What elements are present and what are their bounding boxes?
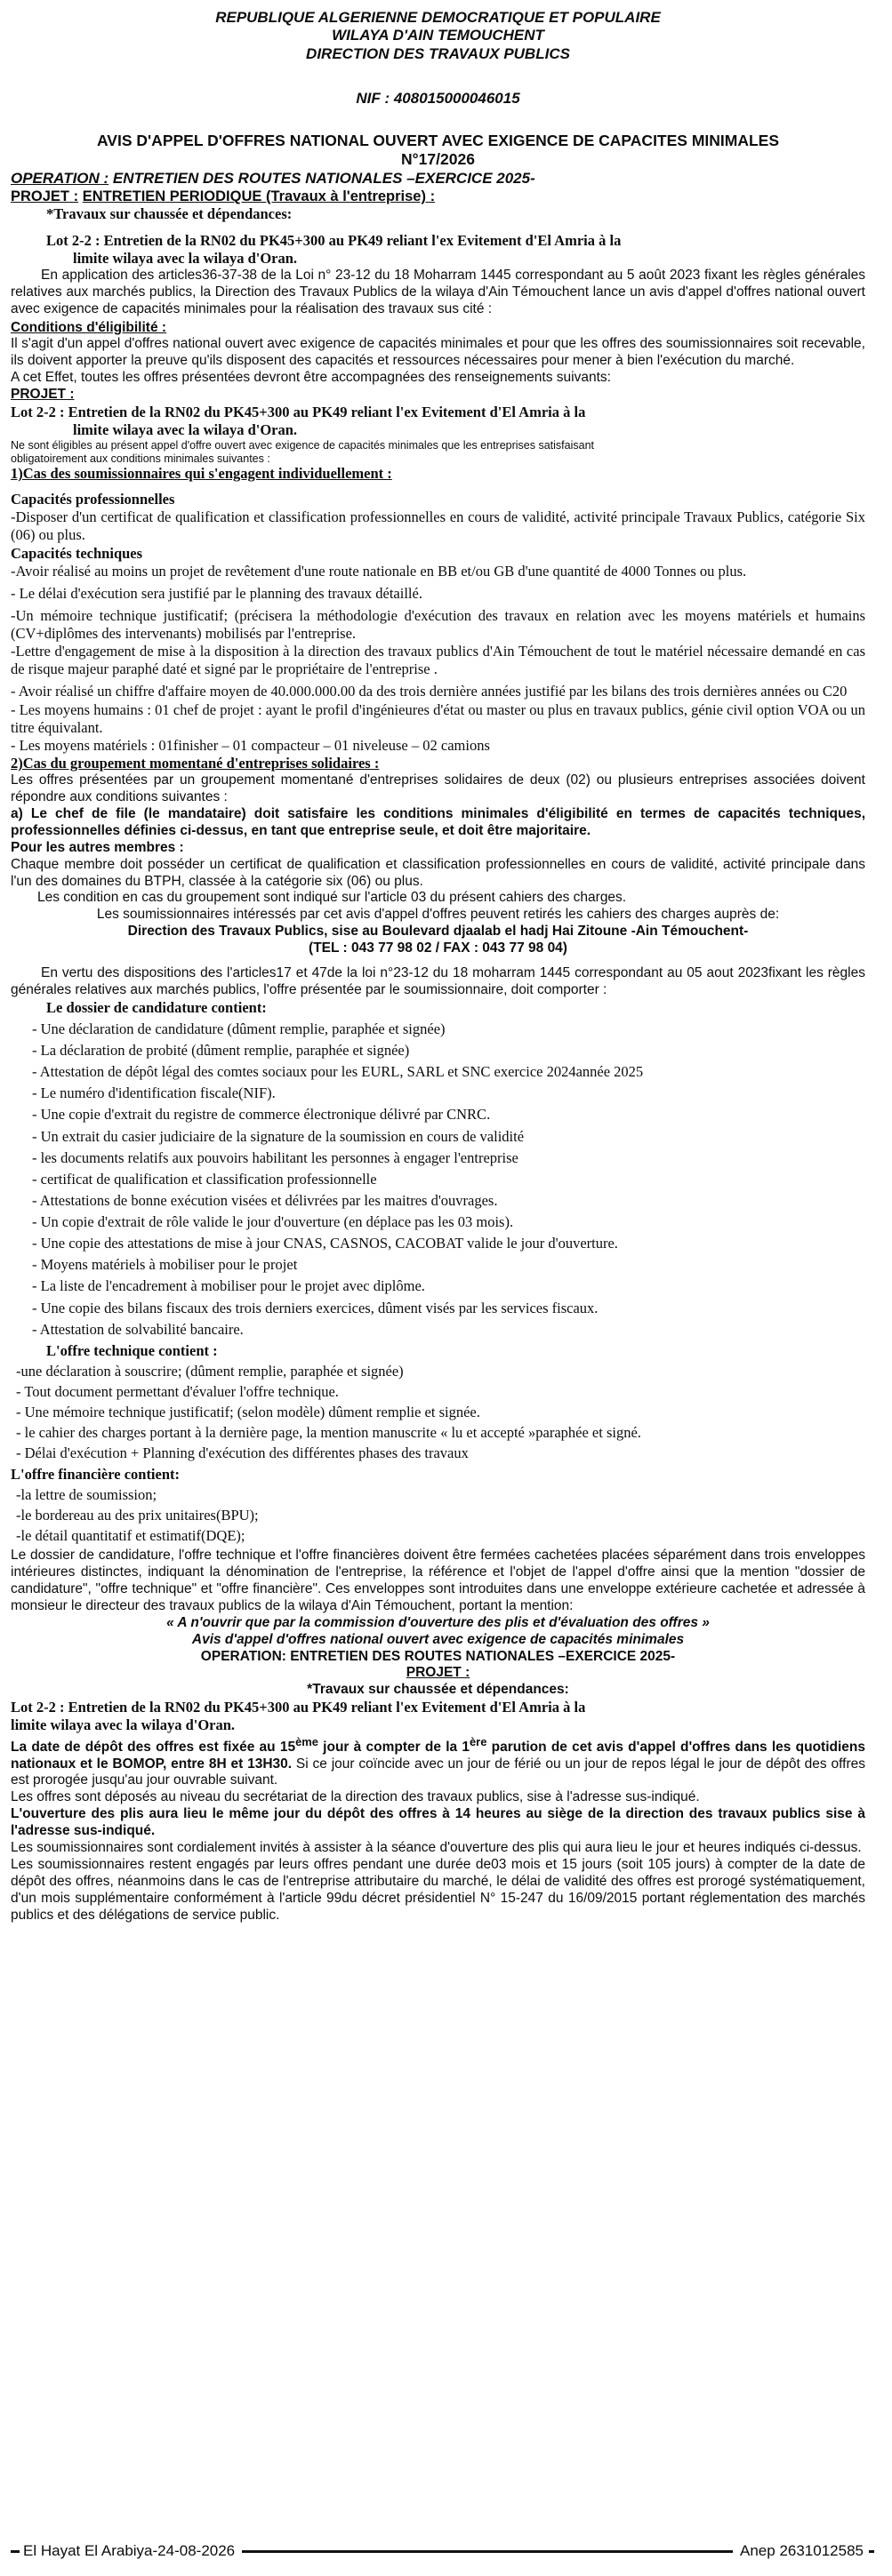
tech-item-5: - Avoir réalisé un chiffre d'affaire moyen de 40.000.000.00 da des trois dernière années justifié par les bilans des trois dernières années ou C20 (11, 683, 848, 700)
dossier-item: - La liste de l'encadrement à mobiliser pour le projet avec diplôme. (32, 1277, 425, 1295)
cap-tech-heading: Capacités techniques (11, 544, 143, 562)
footer-rule (242, 2550, 733, 2553)
lot-label: Lot 2-2 : (11, 1699, 65, 1716)
eligibility-projet-label: PROJET : (11, 387, 75, 403)
tech-offer-item: - Délai d'exécution + Planning d'exécution des différentes phases des travaux (16, 1444, 469, 1462)
group-heading: 2)Cas du groupement momentané d'entreprises solidaires : (11, 754, 380, 772)
lot-label: Lot 2-2 : (11, 404, 65, 421)
envelope-line-5: *Travaux sur chaussée et dépendances: (307, 1682, 569, 1698)
validity-paragraph: Les soumissionnaires restent engagés par leurs offres pendant une durée de03 mois et 15 jours (soit 105 jours) à compter de la date de dépôt des offres, néanmoins dans le cas de l'entreprise attributaire du marché, le délai de validité des offres est prorogé systématiquement, d'un mois supplémentaire conformément à l'article 99du décret présidentiel N° 15-247 du 16/09/2015 portant réglementation des marchés publics et des délégations de service public. (11, 1857, 865, 1923)
notice-number: N°17/2026 (401, 150, 475, 169)
deposit-sup-2: ère (470, 1734, 487, 1748)
composition-closing: Le dossier de candidature, l'offre technique et l'offre financières doivent être fermées cachetées placées séparément dans trois enveloppes intérieures distinctes, indiquant la dénomination de l'entreprise, la référence et l'objet de l'appel d'offre ainsi que la mention "dossier de candidature", "offre technique" et "offre financière". Ces enveloppes sont introduites dans une enveloppe extérieure cachetée et adressée à monsieur le directeur des travaux publics de la wilaya d'Ain Témouchent, portant la mention: (11, 1548, 865, 1613)
tech-offer-heading: L'offre technique contient : (46, 1341, 218, 1359)
operation-value: ENTRETIEN DES ROUTES NATIONALES –EXERCICE 2025- (112, 169, 535, 187)
tech-offer-item: - Tout document permettant d'évaluer l'offre technique. (16, 1383, 339, 1401)
dossier-item: - Le numéro d'identification fiscale(NIF). (32, 1084, 276, 1102)
envelope-mention (11, 1615, 865, 1700)
lot-label: Lot 2-2 : (46, 231, 100, 249)
lot-text: Entretien de la RN02 du PK45+300 au PK49 reliant l'ex Evitement d'El Amria à la (103, 231, 622, 249)
tech-offer-item: -une déclaration à souscrire; (dûment remplie, paraphée et signée) (16, 1362, 404, 1380)
dossier-item: - La déclaration de probité (dûment remplie, paraphée et signée) (32, 1042, 410, 1060)
tech-item-6: - Les moyens humains : 01 chef de projet : ayant le profil d'ingénieures d'état ou master ou plus en travaux publics, génie civil option VOA ou un titre équivalant. (11, 700, 865, 736)
address-line: Direction des Travaux Publics, sise au Boulevard djaalab el hadj Hai Zitoune -Ain Témouchent- (127, 924, 749, 940)
individual-section (11, 465, 865, 755)
fin-offer-item: -le détail quantitatif et estimatif(DQE); (16, 1526, 245, 1544)
group-text-5: Les soumissionnaires intéressés par cet avis d'appel d'offres peuvent retirés les cahiers des charges auprès de: (96, 907, 780, 923)
footer-publication: El Hayat El Arabiya-24-08-2026 (23, 2541, 236, 2559)
dossier-item: - Une copie des bilans fiscaux des trois derniers exercices, dûment visés par les services fiscaux. (32, 1299, 599, 1316)
tel-fax-line: (TEL : 043 77 98 02 / FAX : 043 77 98 04) (309, 940, 567, 956)
dossier-item: - Attestation de dépôt légal des comtes sociaux pour les EURL, SARL et SNC exercice 2024année 2025 (32, 1063, 644, 1081)
projet-label: PROJET : (11, 188, 79, 205)
deposit-location: Les offres sont déposés au niveau du secrétariat de la direction des travaux publics, sise à l'adresse sus-indiqué. (11, 1789, 700, 1805)
republic-line: REPUBLIQUE ALGERIENNE DEMOCRATIQUE ET POPULAIRE (215, 9, 661, 26)
direction-line: DIRECTION DES TRAVAUX PUBLICS (306, 44, 570, 62)
eligibility-small-1: Ne sont éligibles au présent appel d'offre ouvert avec exigence de capacités minimales que les entreprises satisfaisant (11, 439, 594, 452)
fin-offer-list (11, 1486, 865, 1545)
document-header (11, 9, 865, 108)
operation-line (11, 170, 865, 188)
eligibility-heading: Conditions d'éligibilité : (11, 319, 167, 335)
dossier-list (11, 1020, 865, 1339)
eligibility-text-2: A cet Effet, toutes les offres présentées devront être accompagnées des renseignements suivants: (11, 370, 611, 386)
tech-item-3: -Un mémoire technique justificatif; (précisera la méthodologie d'exécution des travaux en relation avec les moyens matériels et humains (CV+diplômes des intervenants) mobilisés par l'entreprise. (11, 606, 865, 643)
lot-block-3 (11, 1699, 865, 1734)
cap-pro-heading: Capacités professionnelles (11, 491, 175, 508)
cap-pro-text: -Disposer d'un certificat de qualification et classification professionnelles en cours de validité, activité principale Travaux Publics, catégorie Six (06) ou plus. (11, 508, 865, 544)
lot-text: Entretien de la RN02 du PK45+300 au PK49 reliant l'ex Evitement d'El Amria à la (68, 1699, 586, 1716)
dossier-item: - Une copie d'extrait du registre de commerce électronique délivré par CNRC. (32, 1106, 491, 1124)
works-line: *Travaux sur chaussée et dépendances: (46, 205, 293, 223)
deposit-d: Si ce jour coïncide avec un jour de férié ou un jour de repos légal le jour de dépôt des offres est prorogée jusqu'au jour ouvrable suivant. (11, 1756, 865, 1788)
lot-text: Entretien de la RN02 du PK45+300 au PK49 reliant l'ex Evitement d'El Amria à la (68, 404, 586, 421)
fin-offer-item: -le bordereau au des prix unitaires(BPU); (16, 1506, 259, 1524)
wilaya-line: WILAYA D'AIN TEMOUCHENT (332, 27, 544, 44)
dossier-item: - Attestations de bonne exécution visées et délivrées par les maitres d'ouvrages. (32, 1191, 498, 1209)
deposit-c: parution de cet avis d'appel d'offres dans les quotidiens nationaux et le BOMOP, entre 8H et 13H30. (11, 1739, 866, 1772)
lot-block-1 (11, 232, 865, 268)
eligibility-small-2: obligatoirement aux conditions minimales suivantes : (11, 452, 270, 465)
footer-rule-left (11, 2550, 20, 2553)
group-text-2: a) Le chef de file (le mandataire) doit satisfaire les conditions minimales d'éligibilité en termes de capacités techniques, professionnelles définies ci-dessus, en tant que entreprise seule, et doit être majoritaire. (11, 805, 865, 838)
group-text-4: Les condition en cas du groupement sont indiqué sur l'article 03 du présent cahiers des charges. (37, 890, 627, 906)
lot-text-2: limite wilaya avec la wilaya d'Oran. (11, 1716, 236, 1734)
nif-line: NIF : 408015000046015 (356, 90, 520, 108)
envelope-line-1: « A n'ouvrir que par la commission d'ouverture des plis et d'évaluation des offres » (166, 1614, 710, 1630)
dossier-item: - Moyens matériels à mobiliser pour le projet (32, 1256, 298, 1274)
group-others-heading: Pour les autres membres : (11, 839, 184, 855)
eligibility-text-1: Il s'agit d'un appel d'offres national ouvert avec exigence de capacités minimales et pour que les offres des soumissionnaires soit recevable, ils doivent apporter la preuve qu'ils disposent des capacités et ressources nécessaires pour mener à bien l'exécution du marché. (11, 336, 865, 369)
tech-item-7: - Les moyens matériels : 01finisher – 01 compacteur – 01 niveleuse – 02 camions (11, 736, 490, 754)
invite-paragraph: Les soumissionnaires sont cordialement invités à assister à la séance d'ouverture des plis qui aura lieu le jour et heures indiqués ci-dessus. (11, 1840, 862, 1856)
group-text-1: Les offres présentées par un groupement momentané d'entreprises solidaires de deux (02) ou plusieurs entreprises associées doivent répondre aux conditions suivantes : (11, 772, 865, 804)
footer-reference: Anep 2631012585 (740, 2541, 864, 2559)
dossier-item: - Une copie des attestations de mise à jour CNAS, CASNOS, CACOBAT valide le jour d'ouverture. (32, 1235, 618, 1252)
group-section (11, 755, 865, 957)
operation-label: OPERATION : (11, 169, 109, 187)
opening-paragraph: L'ouverture des plis aura lieu le même jour du dépôt des offres à 14 heures au siège de la direction des travaux publics sise à l'adresse sus-indiqué. (11, 1806, 865, 1839)
composition-intro: En vertu des dispositions des l'articles17 et 47de la loi n°23-12 du 18 moharram 1445 correspondant au 05 aout 2023fixant les règles générales relatives aux marchés publics, l'offre présentée par le soumissionnaire, doit comporter : (11, 965, 865, 997)
composition-section (11, 965, 865, 1615)
tech-item-1: -Avoir réalisé au moins un projet de revêtement d'une route nationale en BB et/ou GB d'une quantité de 4000 Tonnes ou plus. (11, 562, 747, 580)
lot-text-2: limite wilaya avec la wilaya d'Oran. (73, 421, 298, 439)
envelope-line-4: PROJET : (406, 1665, 470, 1681)
lot-text-2: limite wilaya avec la wilaya d'Oran. (73, 249, 298, 267)
fin-offer-heading: L'offre financière contient: (11, 1465, 181, 1483)
dossier-item: - Attestation de solvabilité bancaire. (32, 1320, 244, 1338)
tech-item-4: -Lettre d'engagement de mise à la disposition à la direction des travaux publics d'Ain Témouchent de tout le matériel nécessaire demandé en cas de risque majeur paraphé daté et signé par le propriétaire de l'entreprise . (11, 643, 865, 678)
projet-value: ENTRETIEN PERIODIQUE (Travaux à l'entreprise) : (82, 188, 436, 205)
footer-rule-right (869, 2550, 874, 2553)
dossier-item: - les documents relatifs aux pouvoirs habilitant les personnes à engager l'entreprise (32, 1148, 518, 1166)
deadlines-section (11, 1735, 865, 1924)
page-footer (11, 2540, 874, 2562)
tech-offer-list (11, 1363, 865, 1463)
deposit-paragraph (11, 1735, 865, 1790)
dossier-heading: Le dossier de candidature contient: (46, 998, 267, 1016)
projet-line (11, 188, 865, 205)
notice-title: AVIS D'APPEL D'OFFRES NATIONAL OUVERT AVEC EXIGENCE DE CAPACITES MINIMALES (96, 131, 780, 149)
group-text-3: Chaque membre doit posséder un certificat de qualification et classification professionnelles en cours de validité, activité principale dans l'un des domaines du BTPH, classée à la catégorie six (06) ou plus. (11, 856, 865, 889)
tech-offer-item: - Une mémoire technique justificatif; (selon modèle) dûment remplie et signée. (16, 1404, 480, 1421)
intro-paragraph: En application des articles36-37-38 de la Loi n° 23-12 du 18 Moharram 1445 correspondant au 5 août 2023 fixant les règles générales relatives aux marchés publics, la Direction des Travaux Publics de la wilaya d'Ain Témouchent lance un avis d'appel d'offres national ouvert avec exigence de capacités minimales pour la réalisation des travaux sus cité : (11, 267, 865, 316)
individual-heading: 1)Cas des soumissionnaires qui s'engagent individuellement : (11, 465, 392, 483)
dossier-item: - Un extrait du casier judiciaire de la signature de la soumission en cours de validité (32, 1127, 525, 1145)
dossier-item: - certificat de qualification et classification professionnelle (32, 1170, 377, 1188)
tech-item-2: - Le délai d'exécution sera justifié par le planning des travaux détaillé. (11, 584, 422, 602)
dossier-item: - Une déclaration de candidature (dûment remplie, paraphée et signée) (32, 1020, 446, 1037)
fin-offer-item: -la lettre de soumission; (16, 1485, 157, 1503)
tech-offer-item: - le cahier des charges portant à la dernière page, la mention manuscrite « lu et accepté »paraphée et signé. (16, 1424, 641, 1442)
lot-block-2 (11, 404, 865, 439)
dossier-item: - Un copie d'extrait de rôle valide le jour d'ouverture (en déplace pas les 03 mois). (32, 1213, 514, 1231)
envelope-line-2: Avis d'appel d'offres national ouvert avec exigence de capacités minimales (191, 1631, 685, 1647)
deposit-b: jour à compter de la 1 (317, 1739, 470, 1755)
deposit-a: La date de dépôt des offres est fixée au 15 (11, 1739, 296, 1755)
envelope-line-3: OPERATION: ENTRETIEN DES ROUTES NATIONALES –EXERCICE 2025- (200, 1648, 676, 1664)
deposit-sup-1: ème (295, 1734, 318, 1748)
